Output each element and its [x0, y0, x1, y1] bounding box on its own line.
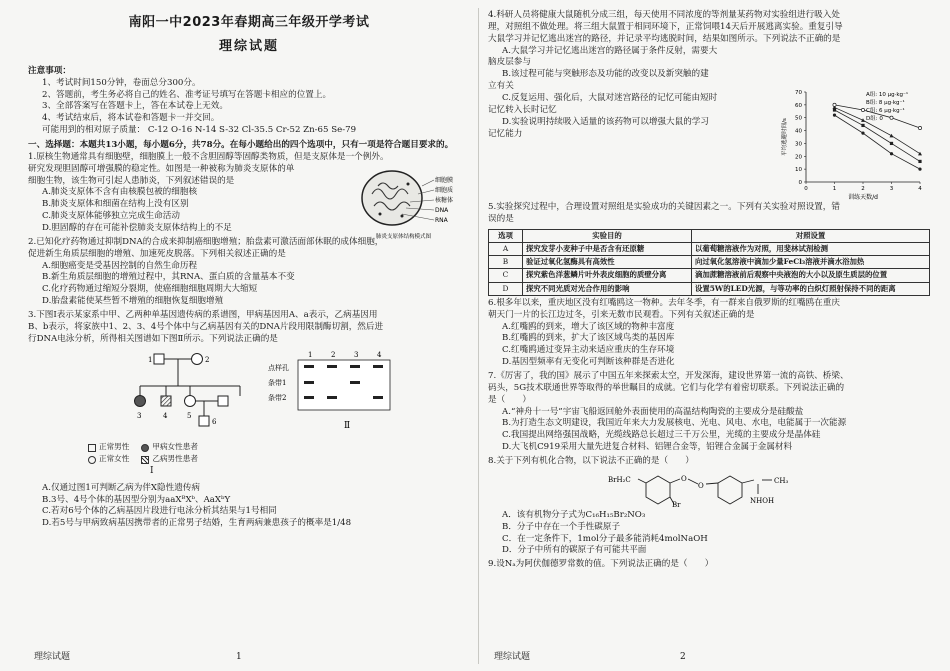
escape-time-chart [780, 86, 930, 204]
pedigree-male-6 [199, 416, 209, 426]
right-column [488, 10, 930, 571]
pedigree-male-1 [154, 354, 164, 364]
chart-y-tick-label: 50 [795, 115, 802, 122]
q3-stem: 行DNA电泳分析，所得相关图谱如下图Ⅱ所示。下列说法正确的是 [28, 333, 278, 344]
table-row [489, 282, 930, 295]
legend-label: 正常男性 [99, 442, 130, 452]
chart-x-tick-label: 4 [918, 186, 922, 192]
question-1 [28, 151, 470, 240]
gel-lane-1: 1 [308, 350, 313, 359]
pedigree-num-1: 1 [148, 355, 153, 364]
gel-row-label-band1: 条带1 [268, 378, 287, 387]
q5-stem: 误的是 [488, 213, 514, 224]
fig-label-i: Ⅰ [150, 466, 154, 477]
chart-legend-entry: A组: 10 μg·kg⁻¹ [866, 92, 909, 98]
q6-option-d: D.基因型频率有无变化可判断该种群是否进化 [502, 357, 675, 368]
q6-option-a: A.红嘴鸥的到来，增大了该区域的物种丰富度 [502, 321, 675, 332]
q4-stem: 4.科研人员将健康大鼠随机分成三组，每天使用不同浓度的等剂量某药物对实验组进行吸入处 [488, 10, 840, 20]
benzene-ring-2 [718, 476, 742, 504]
gel-band [304, 381, 314, 384]
table-cell: 探究不同光质对光合作用的影响 [523, 282, 692, 295]
chart-y-tick-label: 40 [795, 128, 802, 135]
ribosome-dot [401, 214, 404, 217]
pedigree-num-5: 5 [187, 411, 192, 420]
q4-option-a: A.大鼠学习并记忆逃出迷宫的路径属于条件反射，需要大 [502, 45, 718, 56]
pedigree-num-4: 4 [163, 411, 168, 420]
chart-point [861, 124, 864, 127]
q1-stem: 细胞生物，该生物可引起人患肺炎，下列叙述错误的是 [28, 175, 235, 186]
q7-stem: 7.《厉害了，我的国》展示了中国五年来探索太空，开发深海，建设世界第一流的高铁、桥梁、 [488, 370, 849, 381]
gel-well [373, 365, 383, 368]
chart-y-tick-label: 20 [795, 154, 802, 161]
table-header: 对照设置 [691, 229, 929, 242]
question-3 [28, 310, 470, 530]
struct-label: Br [672, 500, 681, 508]
table-cell: D [489, 282, 523, 295]
q8-option-c: C．在一定条件下，1mol分子最多能消耗4molNaOH [502, 533, 708, 544]
legend-label: 甲病女性患者 [152, 442, 198, 452]
question-8 [488, 456, 930, 557]
chart-point [918, 126, 921, 129]
chart-x-tick-label: 1 [832, 186, 837, 192]
table-header: 实验目的 [523, 229, 692, 242]
q4-option-b: B.该过程可能与突触形态及功能的改变以及新突触的建 [502, 69, 709, 80]
table-cell: 设置5W的LED光源，与等功率的白炽灯照射保持不同的距离 [691, 282, 929, 295]
notice-heading: 注意事项： [28, 65, 71, 76]
chart-x-label: 训练天数/d [848, 194, 878, 201]
exam-title: 南阳一中2023年春期高三年级开学考试 [128, 15, 370, 30]
section-heading: 一、选择题：本题共13小题，每小题6分，共78分。在每小题给出的四个选项中，只有一项是符合题目要求的。 [28, 140, 454, 151]
q1-option-d: D.胆固醇的存在可能补偿肺炎支原体结构上的不足 [42, 223, 232, 234]
q6-option-b: B.红嘴鸥的到来，扩大了该区域鸟类的基因库 [502, 333, 675, 344]
gel-row-label-band2: 条带2 [268, 393, 287, 402]
q7-option-d: D.大飞机C919采用大量先进复合材料、铝锂合金等，铝锂合金属于金属材料 [502, 442, 793, 453]
table-cell: B [489, 256, 523, 269]
gel-electrophoresis [268, 348, 398, 448]
q7-option-a: A.“神舟十一号”宇宙飞船返回舱外表面使用的高温结构陶瓷的主要成分是硅酸盐 [502, 406, 804, 417]
gel-band [304, 396, 314, 399]
question-7 [488, 371, 930, 454]
gel-lane-2: 2 [331, 350, 336, 359]
chart-x-tick-label: 3 [889, 186, 894, 192]
pedigree-female-3 [135, 395, 146, 406]
struct-label: CH₃ [774, 476, 789, 485]
table-cell: 验证过氧化氢酶具有高效性 [523, 256, 692, 269]
q8-option-d: D．分子中所有的碳原子有可能共平面 [502, 545, 647, 556]
table-cell: 探究紫色洋葱鳞片叶外表皮细胞的质壁分离 [523, 269, 692, 282]
pedigree-male-4 [161, 396, 171, 406]
chart-point [918, 168, 921, 171]
struct-label: NHOH [750, 496, 775, 505]
q1-stem: 1.原核生物通常具有细胞壁，细胞膜上一般不含胆固醇等固醇类物质，但是支原体是一个例外。 [28, 151, 389, 162]
q6-stem: 朝天门一片的长江边过冬，引来无数市民观看。下列有关叙述正确的是 [488, 309, 755, 320]
q8-structure [488, 470, 930, 508]
chart-point [890, 152, 893, 155]
q8-stem: 8.关于下列有机化合物，以下说法不正确的是（ ） [488, 455, 694, 466]
chart-x-tick-label: 0 [804, 186, 808, 192]
q6-stem: 6.根多年以来，重庆地区没有红嘴鸥这一物种。去年冬季，有一群来自俄罗斯的红嘴鸥在重庆 [488, 297, 840, 308]
ribosome-dot [407, 182, 410, 185]
organic-structure-diagram [608, 470, 808, 508]
gel-row-label-wells: 点样孔 [268, 363, 289, 372]
table-cell: C [489, 269, 523, 282]
chart-point [890, 134, 894, 138]
ribosome-dot [379, 212, 382, 215]
chart-x-tick-label: 2 [861, 186, 865, 192]
chart-y-tick-label: 70 [795, 90, 802, 96]
q2-option-a: A.细胞癌变是受基因控制的自然生命历程 [42, 260, 198, 271]
q3-option-c: C.若对6号个体的乙病基因片段进行电泳分析其结果与1号相同 [42, 506, 277, 517]
legend-normal-male-icon [88, 444, 96, 452]
gel-lane-4: 4 [377, 350, 382, 359]
q3-stem: 3.下图Ⅰ表示某家系中甲、乙两种单基因遗传病的系谱图，甲病基因用A、a表示，乙病基因用 [28, 310, 378, 321]
struct-label: O [698, 481, 704, 490]
q1-stem: 研究发现胆固醇可增强膜的稳定性。如图是一种被称为肺炎支原体的单 [28, 163, 295, 174]
bond [688, 479, 698, 484]
notice-item: 4、考试结束后，将本试卷和答题卡一并交回。 [42, 113, 220, 124]
notice-item: 2、答题前，考生务必将自己的姓名、准考证号填写在答题卡相应的位置上。 [42, 89, 332, 100]
q5-table [488, 229, 930, 296]
q8-option-b: B．分子中存在一个手性碳原子 [502, 521, 621, 532]
q4-option-c-cont: 记忆转入长时记忆 [488, 104, 557, 115]
footer-right-page: 2 [680, 652, 686, 662]
table-cell: 向过氧化氢溶液中滴加少量FeCl₃溶液并滴水浴加热 [691, 256, 929, 269]
pedigree-female-5 [185, 395, 196, 406]
q2-option-d: D.胎盘素能使某些暂不增殖的细胞恢复细胞增殖 [42, 296, 224, 307]
gel-well [350, 365, 360, 368]
bond [638, 479, 646, 483]
q4-option-a-cont: 脑皮层参与 [488, 57, 531, 68]
q7-option-c: C.我国提出网络强国战略，光缆线路总长超过三千万公里，光缆的主要成分是晶体硅 [502, 430, 821, 441]
pedigree-female-2 [192, 353, 203, 364]
legend-affected-female-a-icon [141, 444, 149, 452]
question-4 [488, 10, 930, 200]
q3-figures [28, 348, 470, 483]
legend-label: 乙病男性患者 [152, 454, 198, 464]
chart-y-label: 平均逃避时间/s [782, 118, 788, 156]
q3-stem: B、b表示，将家族中1、2、3、4号个体中与乙病基因有关的DNA片段用限制酶切割，然后进 [28, 321, 384, 332]
chart-point [890, 116, 893, 119]
fig-label-dna: DNA [435, 206, 449, 214]
question-5 [488, 202, 930, 296]
chart-point [918, 160, 921, 163]
q1-option-c: C.肺炎支原体能够独立完成生命活动 [42, 211, 180, 222]
chart-point [833, 114, 836, 117]
table-cell: 以葡萄糖溶液作为对照，用斐林试剂检测 [691, 242, 929, 255]
fig-label-ii: Ⅱ [344, 420, 351, 431]
q7-stem: 码头，5G技术联通世界等取得的举世瞩目的成就。它们与化学有着密切联系。下列说法正确的 [488, 382, 845, 393]
pedigree-legend [88, 442, 258, 478]
gel-band [327, 396, 337, 399]
q3-option-d: D.若5号与甲病致病基因携带者的正常男子结婚，生育两病兼患孩子的概率是1/48 [42, 518, 352, 529]
pedigree-male-in-law [218, 396, 228, 406]
chart-series-line [835, 107, 921, 153]
chart-y-tick-label: 60 [795, 102, 802, 109]
q4-option-d-cont: 记忆能力 [488, 128, 523, 139]
mycoplasma-figure [354, 164, 464, 242]
question-9 [488, 559, 930, 571]
fig-label-rna: RNA [435, 216, 448, 224]
footer-right-label: 理综试题 [494, 652, 531, 662]
bond [742, 480, 754, 483]
q4-option-d: D.实验说明持续吸入适量的该药物可以增强大鼠的学习 [502, 116, 709, 127]
table-cell: A [489, 242, 523, 255]
pedigree-num-2: 2 [205, 355, 210, 364]
q9-stem: 9.设Nₐ为阿伏伽德罗常数的值。下列说法正确的是（ ） [488, 559, 714, 570]
chart-point [861, 108, 864, 111]
atomic-mass-line: 可能用到的相对原子质量： C-12 O-16 N-14 S-32 Cl-35.5 Cr-52 Zn-65 Se-79 [42, 125, 357, 136]
q7-stem: 是（ ） [488, 394, 531, 405]
column-divider [478, 8, 479, 664]
chart-legend-entry: D组: 0 [866, 116, 883, 122]
chart-legend-entry: B组: 8 μg·kg⁻¹ [866, 100, 905, 106]
pedigree-chart [118, 348, 278, 448]
fig-label-cytoplasm: 细胞质 [435, 186, 454, 194]
pedigree-num-3: 3 [137, 411, 142, 420]
q5-stem: 5.实验探究过程中，合理设置对照组是实验成功的关键因素之一。下列有关实验对照设置，错 [488, 202, 840, 212]
chart-point [833, 103, 836, 106]
q8-option-a: A．该有机物分子式为C₁₆H₁₅Br₂NO₃ [502, 509, 646, 520]
q4-option-c: C.反复运用、强化后，大鼠对迷宫路径的记忆可能由短时 [502, 93, 718, 104]
table-row [489, 242, 930, 255]
chart-legend-entry: C组: 6 μg·kg⁻¹ [866, 108, 905, 114]
chart-point [890, 142, 893, 145]
table-cell: 探究发芽小麦种子中是否含有还原糖 [523, 242, 692, 255]
notice-item: 3、全部答案写在答题卡上，答在本试卷上无效。 [42, 101, 228, 112]
q7-option-b: B.为打造生态文明建设，我国近年来大力发展核电、光电、风电、水电，电能属于一次能源 [502, 418, 847, 429]
q1-option-a: A.肺炎支原体不含有由核膜包被的细胞核 [42, 187, 198, 198]
bond [706, 483, 718, 484]
gel-band [350, 381, 360, 384]
chart-point [918, 152, 922, 156]
legend-normal-female-icon [88, 456, 96, 464]
q2-option-b: B.新生角质层细胞的增殖过程中，其RNA、蛋白质的含量基本不变 [42, 272, 295, 283]
footer-left-page: 1 [236, 652, 242, 662]
chart-y-tick-label: 30 [795, 141, 802, 148]
q3-option-a: A.仅通过图1可判断乙病为伴X隐性遗传病 [42, 482, 201, 493]
fig-caption: 肺炎支原体结构模式图 [376, 233, 432, 240]
q4-stem: 理，对照组不做处理。将三组大鼠置于相同环境下，正常饲喂14天后开展逃离实验。重复引导 [488, 21, 843, 32]
question-2 [28, 237, 470, 308]
left-column [28, 10, 470, 530]
bond [670, 479, 680, 483]
fig-label-membrane: 细胞膜 [435, 176, 454, 184]
q6-option-c: C.红嘴鸥通过变异主动来适应重庆的生存环境 [502, 345, 675, 356]
label-line [422, 180, 434, 186]
q2-stem: 2.已知化疗药物通过抑制DNA的合成来抑制癌细胞增殖；胎盘素可激活面部休眠的成体细胞， [28, 236, 384, 247]
chart-y-tick-label: 0 [798, 180, 802, 186]
q4-stem: 大鼠学习并记忆逃出迷宫的路径，并记录平均逃脱时间，结果如图所示。下列说法不正确的是 [488, 33, 841, 44]
table-row [489, 256, 930, 269]
chart-y-tick-label: 10 [795, 167, 802, 174]
q2-stem: 促进新生角质层细胞的增殖、加速死皮脱落。下列相关叙述正确的是 [28, 248, 286, 259]
table-row [489, 269, 930, 282]
gel-band [373, 396, 383, 399]
struct-label: BrH₂C [608, 475, 631, 484]
chart-point [861, 132, 864, 135]
table-header: 选项 [489, 229, 523, 242]
notice-item: 1、考试时间150分钟，卷面总分300分。 [42, 77, 201, 88]
q1-option-b: B.肺炎支原体和细菌在结构上没有区别 [42, 199, 189, 210]
fig-label-ribosome: 核糖体 [435, 196, 454, 204]
benzene-ring-1 [646, 476, 670, 504]
table-header-row [489, 229, 930, 242]
gel-lane-3: 3 [354, 350, 359, 359]
pedigree-num-6: 6 [212, 417, 217, 426]
legend-label: 正常女性 [99, 454, 130, 464]
legend-affected-male-b-icon [141, 456, 149, 464]
q3-option-b: B.3号、4号个体的基因型分别为aaXᴮXᵇ、AaXᵇY [42, 494, 231, 505]
q4-option-b-cont: 立有关 [488, 81, 514, 92]
footer-left-label: 理综试题 [34, 652, 71, 662]
q2-option-c: C.化疗药物通过缩短分裂期，使癌细胞细胞周期大大缩短 [42, 284, 258, 295]
question-6 [488, 298, 930, 369]
table-cell: 滴加蔗糖溶液前后观察中央液泡的大小以及原生质层的位置 [691, 269, 929, 282]
struct-label: O [681, 474, 687, 483]
gel-well [304, 365, 314, 368]
exam-subtitle: 理综试题 [218, 38, 279, 54]
gel-well [327, 365, 337, 368]
